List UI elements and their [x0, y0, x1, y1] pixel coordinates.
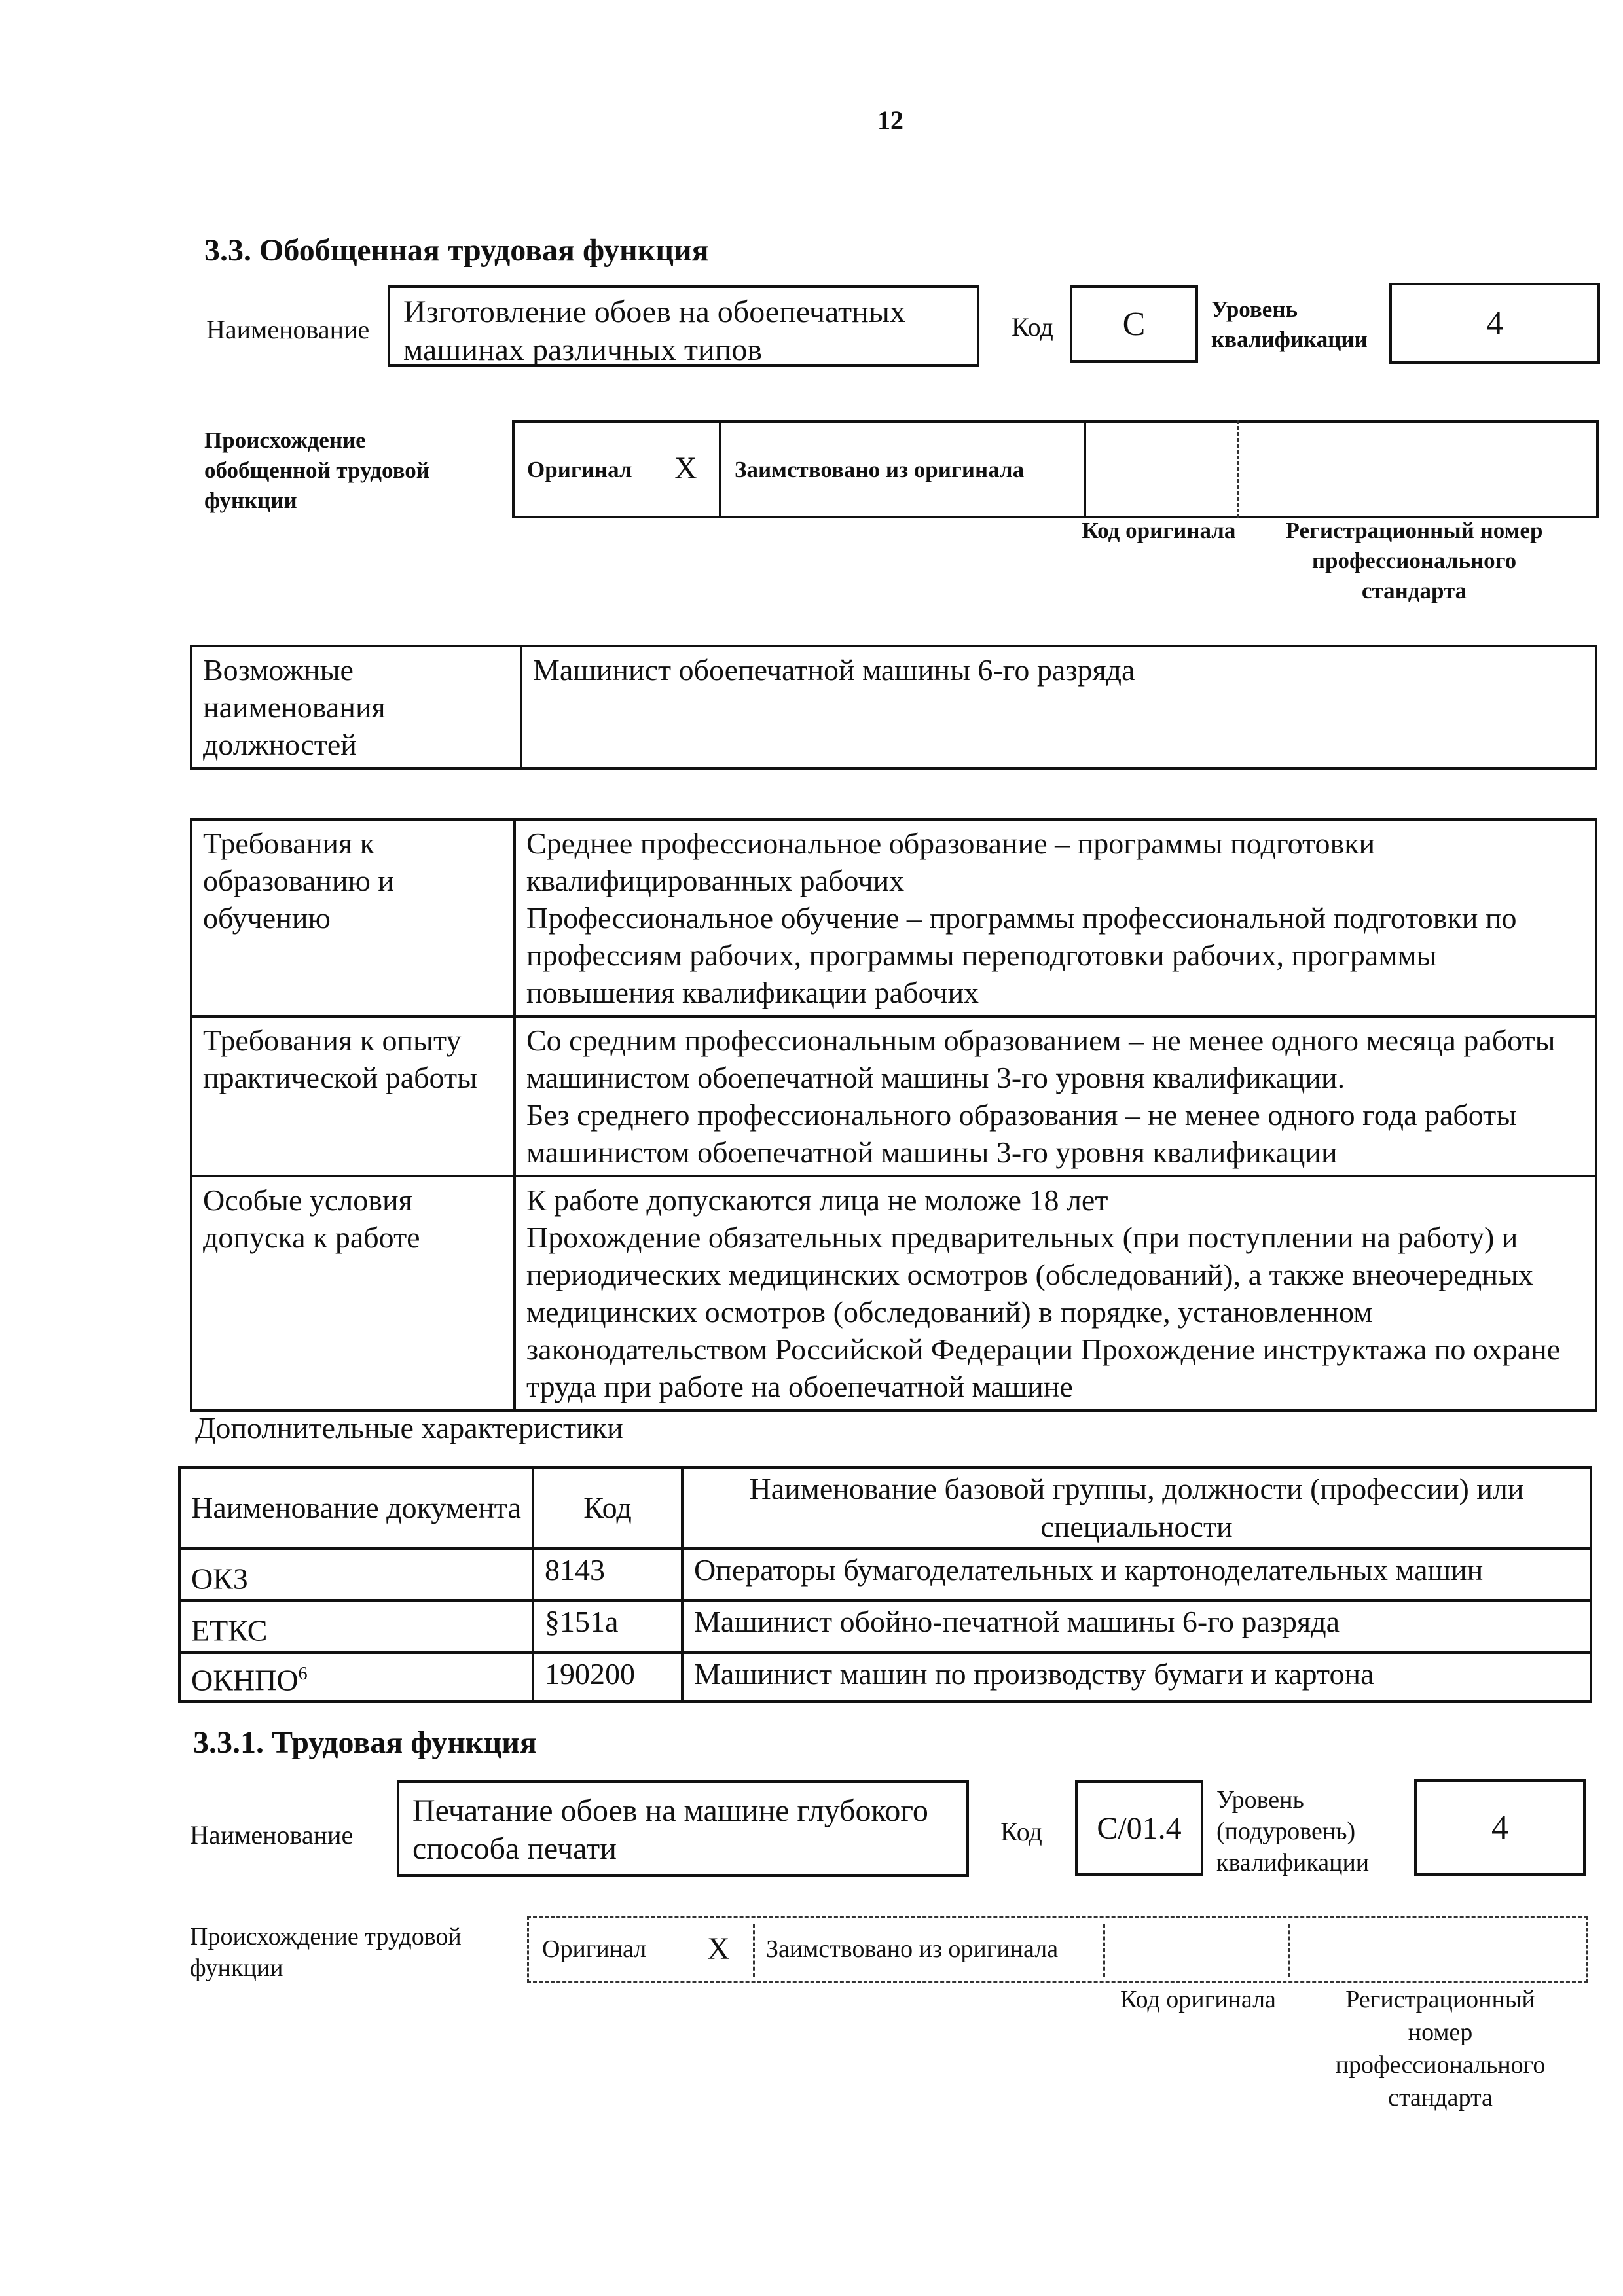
positions-table	[190, 645, 1597, 770]
function-origin-divider	[753, 1924, 755, 1977]
row-code: §151а	[533, 1600, 682, 1652]
row-doc: ЕТКС	[179, 1600, 533, 1652]
header-group-name: Наименование базовой группы, должности (профессии) или специальности	[682, 1467, 1591, 1549]
additional-title: Дополнительные характеристики	[195, 1411, 623, 1444]
page-number: 12	[877, 105, 903, 135]
table-row	[179, 1653, 1591, 1702]
name-label: Наименование	[206, 315, 370, 344]
code-original-caption: Код оригинала	[1082, 518, 1236, 543]
requirement-line: Профессиональное обучение – программы профессиональной подготовки по профессиям рабочих, программы переподготовки рабочих, программы повышения квалификации рабочих	[526, 901, 1517, 1009]
function-code-label: Код	[1000, 1817, 1042, 1846]
row-doc: ОКЗ	[179, 1549, 533, 1600]
level-label: Уровень квалификации	[1211, 296, 1368, 352]
requirement-label: Особые условия допуска к работе	[191, 1176, 515, 1410]
section-title: 3.3. Обобщенная трудовая функция	[204, 233, 709, 268]
requirement-line: Со средним профессиональным образованием – не менее одного месяца работы машинистом обоепечатной машины 3-го уровня квалификации.	[526, 1024, 1556, 1094]
borrowed-label: Заимствовано из оригинала	[735, 457, 1025, 482]
row-code: 8143	[533, 1549, 682, 1600]
requirement-line: Без среднего профессионального образования – не менее одного года работы машинистом обоепечатной машины 3-го уровня квалификации	[526, 1098, 1517, 1169]
requirement-line: Прохождение обязательных предварительных (при поступлении на работу) и периодических медицинских осмотров (обследований), а также внеочередных медицинских осмотров (обследований) в порядке, установленном законодательством Российской Федерации Прохождение инструктажа по охране труда при работе на обоепечатной машине	[526, 1221, 1561, 1403]
function-reg-number-caption: Регистрационный номер профессионального стандарта	[1335, 1986, 1546, 2111]
requirement-line: К работе допускаются лица не моложе 18 лет	[526, 1183, 1108, 1217]
origin-divider	[1237, 420, 1239, 518]
level-value-box: 4	[1389, 283, 1600, 364]
requirement-row	[191, 819, 1596, 1016]
requirement-row	[191, 1176, 1596, 1410]
requirements-table	[190, 818, 1597, 1412]
origin-label: Происхождение обобщенной трудовой функции	[204, 427, 429, 513]
function-code-original-caption: Код оригинала	[1120, 1986, 1276, 2013]
requirement-row	[191, 1016, 1596, 1176]
row-name: Машинист обойно-печатной машины 6-го разряда	[682, 1600, 1591, 1652]
table-row	[179, 1600, 1591, 1652]
row-name: Операторы бумагоделательных и картоноделательных машин	[682, 1549, 1591, 1600]
function-level-box: 4	[1414, 1779, 1586, 1876]
function-borrowed-label: Заимствовано из оригинала	[766, 1935, 1059, 1963]
positions-value: Машинист обоепечатной машины 6-го разряда	[521, 646, 1596, 768]
function-title: 3.3.1. Трудовая функция	[193, 1725, 537, 1760]
additional-table	[178, 1466, 1592, 1703]
requirement-label: Требования к образованию и обучению	[191, 819, 515, 1016]
row-name: Машинист машин по производству бумаги и картона	[682, 1653, 1591, 1702]
original-label: Оригинал	[527, 457, 632, 482]
function-original-label: Оригинал	[542, 1935, 647, 1963]
code-label: Код	[1012, 312, 1053, 342]
requirement-label: Требования к опыту практической работы	[191, 1016, 515, 1176]
table-row	[179, 1549, 1591, 1600]
code-value-box: С	[1070, 285, 1198, 363]
requirement-line: Среднее профессиональное образование – программы подготовки квалифицированных рабочих	[526, 827, 1376, 897]
row-doc: ОКНПО$^6$	[179, 1653, 533, 1702]
row-code: 190200	[533, 1653, 682, 1702]
header-document: Наименование документа	[179, 1467, 533, 1549]
header-code: Код	[533, 1467, 682, 1549]
name-value-box: Изготовление обоев на обоепечатных машинах различных типов	[388, 285, 979, 367]
function-original-mark: X	[707, 1931, 730, 1966]
function-name-label: Наименование	[190, 1820, 354, 1850]
function-level-label: Уровень (подуровень) квалификации	[1216, 1786, 1370, 1876]
function-code-box: С/01.4	[1075, 1780, 1203, 1876]
function-name-box: Печатание обоев на машине глубокого способа печати	[397, 1780, 969, 1877]
function-origin-label: Происхождение трудовой функции	[190, 1923, 462, 1982]
origin-divider	[1084, 420, 1086, 518]
reg-number-caption: Регистрационный номер профессионального стандарта	[1285, 518, 1543, 603]
original-mark: X	[674, 451, 697, 486]
positions-label: Возможные наименования должностей	[191, 646, 521, 768]
function-origin-divider	[1103, 1924, 1105, 1977]
function-origin-divider	[1288, 1924, 1290, 1977]
origin-divider	[719, 420, 721, 518]
